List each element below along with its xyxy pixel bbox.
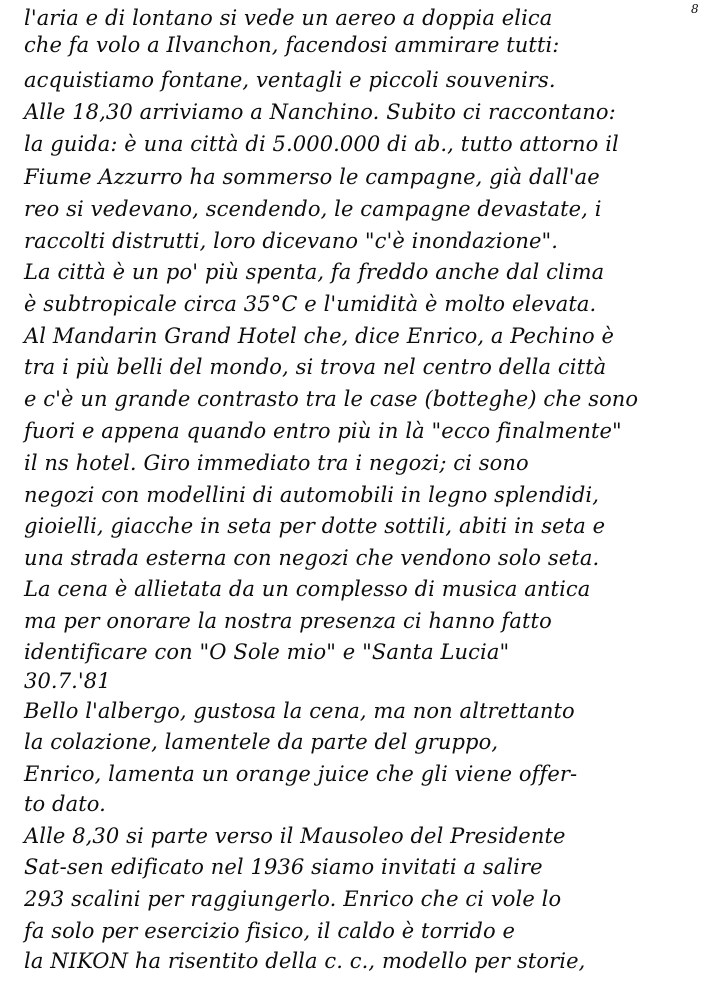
text-line: che fa volo a Ilvanchon, facendosi ammirare tutti: — [24, 33, 560, 57]
text-line: la guida: è una città di 5.000.000 di ab., tutto attorno il — [24, 132, 619, 156]
text-line: to dato. — [24, 792, 106, 816]
text-line: l'aria e di lontano si vede un aereo a doppia elica — [24, 6, 553, 30]
text-line: tra i più belli del mondo, si trova nel centro della città — [24, 355, 607, 379]
text-line: ma per onorare la nostra presenza ci hanno fatto — [24, 609, 552, 633]
text-line: è subtropicale circa 35°C e l'umidità è molto elevata. — [24, 292, 597, 316]
text-line: fuori e appena quando entro più in là "ecco finalmente" — [24, 419, 622, 443]
text-line: la colazione, lamentele da parte del gruppo, — [24, 730, 499, 754]
text-line: raccolti distrutti, loro dicevano "c'è inondazione". — [24, 229, 559, 253]
text-line: La cena è allietata da un complesso di musica antica — [24, 577, 591, 601]
text-line: e c'è un grande contrasto tra le case (botteghe) che sono — [24, 387, 639, 411]
text-line: Fiume Azzurro ha sommerso le campagne, già dall'ae — [24, 165, 600, 189]
text-line: fa solo per esercizio fisico, il caldo è torrido e — [24, 919, 516, 943]
text-line: Sat-sen edificato nel 1936 siamo invitati a salire — [24, 855, 543, 879]
text-line: reo si vedevano, scendendo, le campagne devastate, i — [24, 197, 602, 221]
text-line: la NIKON ha risentito della c. c., modello per storie, — [24, 949, 586, 973]
text-line: 293 scalini per raggiungerlo. Enrico che ci vole lo — [24, 887, 562, 911]
text-line: Al Mandarin Grand Hotel che, dice Enrico, a Pechino è — [24, 324, 615, 348]
text-line: identificare con "O Sole mio" e "Santa Lucia" — [24, 640, 510, 664]
text-line: acquistiamo fontane, ventagli e piccoli souvenirs. — [24, 68, 556, 92]
text-line: una strada esterna con negozi che vendono solo seta. — [24, 546, 600, 570]
text-line: il ns hotel. Giro immediato tra i negozi; ci sono — [24, 451, 529, 475]
text-line: Alle 18,30 arriviamo a Nanchino. Subito ci raccontano: — [24, 100, 616, 124]
text-line: Enrico, lamenta un orange juice che gli viene offer- — [24, 762, 578, 786]
text-line: negozi con modellini di automobili in legno splendidi, — [24, 483, 600, 507]
page-number: 8 — [691, 2, 699, 16]
text-line: Bello l'albergo, gustosa la cena, ma non altrettanto — [24, 699, 575, 723]
text-line: gioielli, giacche in seta per dotte sottili, abiti in seta e — [24, 514, 606, 538]
text-line: Alle 8,30 si parte verso il Mausoleo del Presidente — [24, 824, 566, 848]
text-line: La città è un po' più spenta, fa freddo anche dal clima — [24, 260, 605, 284]
text-line: 30.7.'81 — [24, 669, 111, 693]
